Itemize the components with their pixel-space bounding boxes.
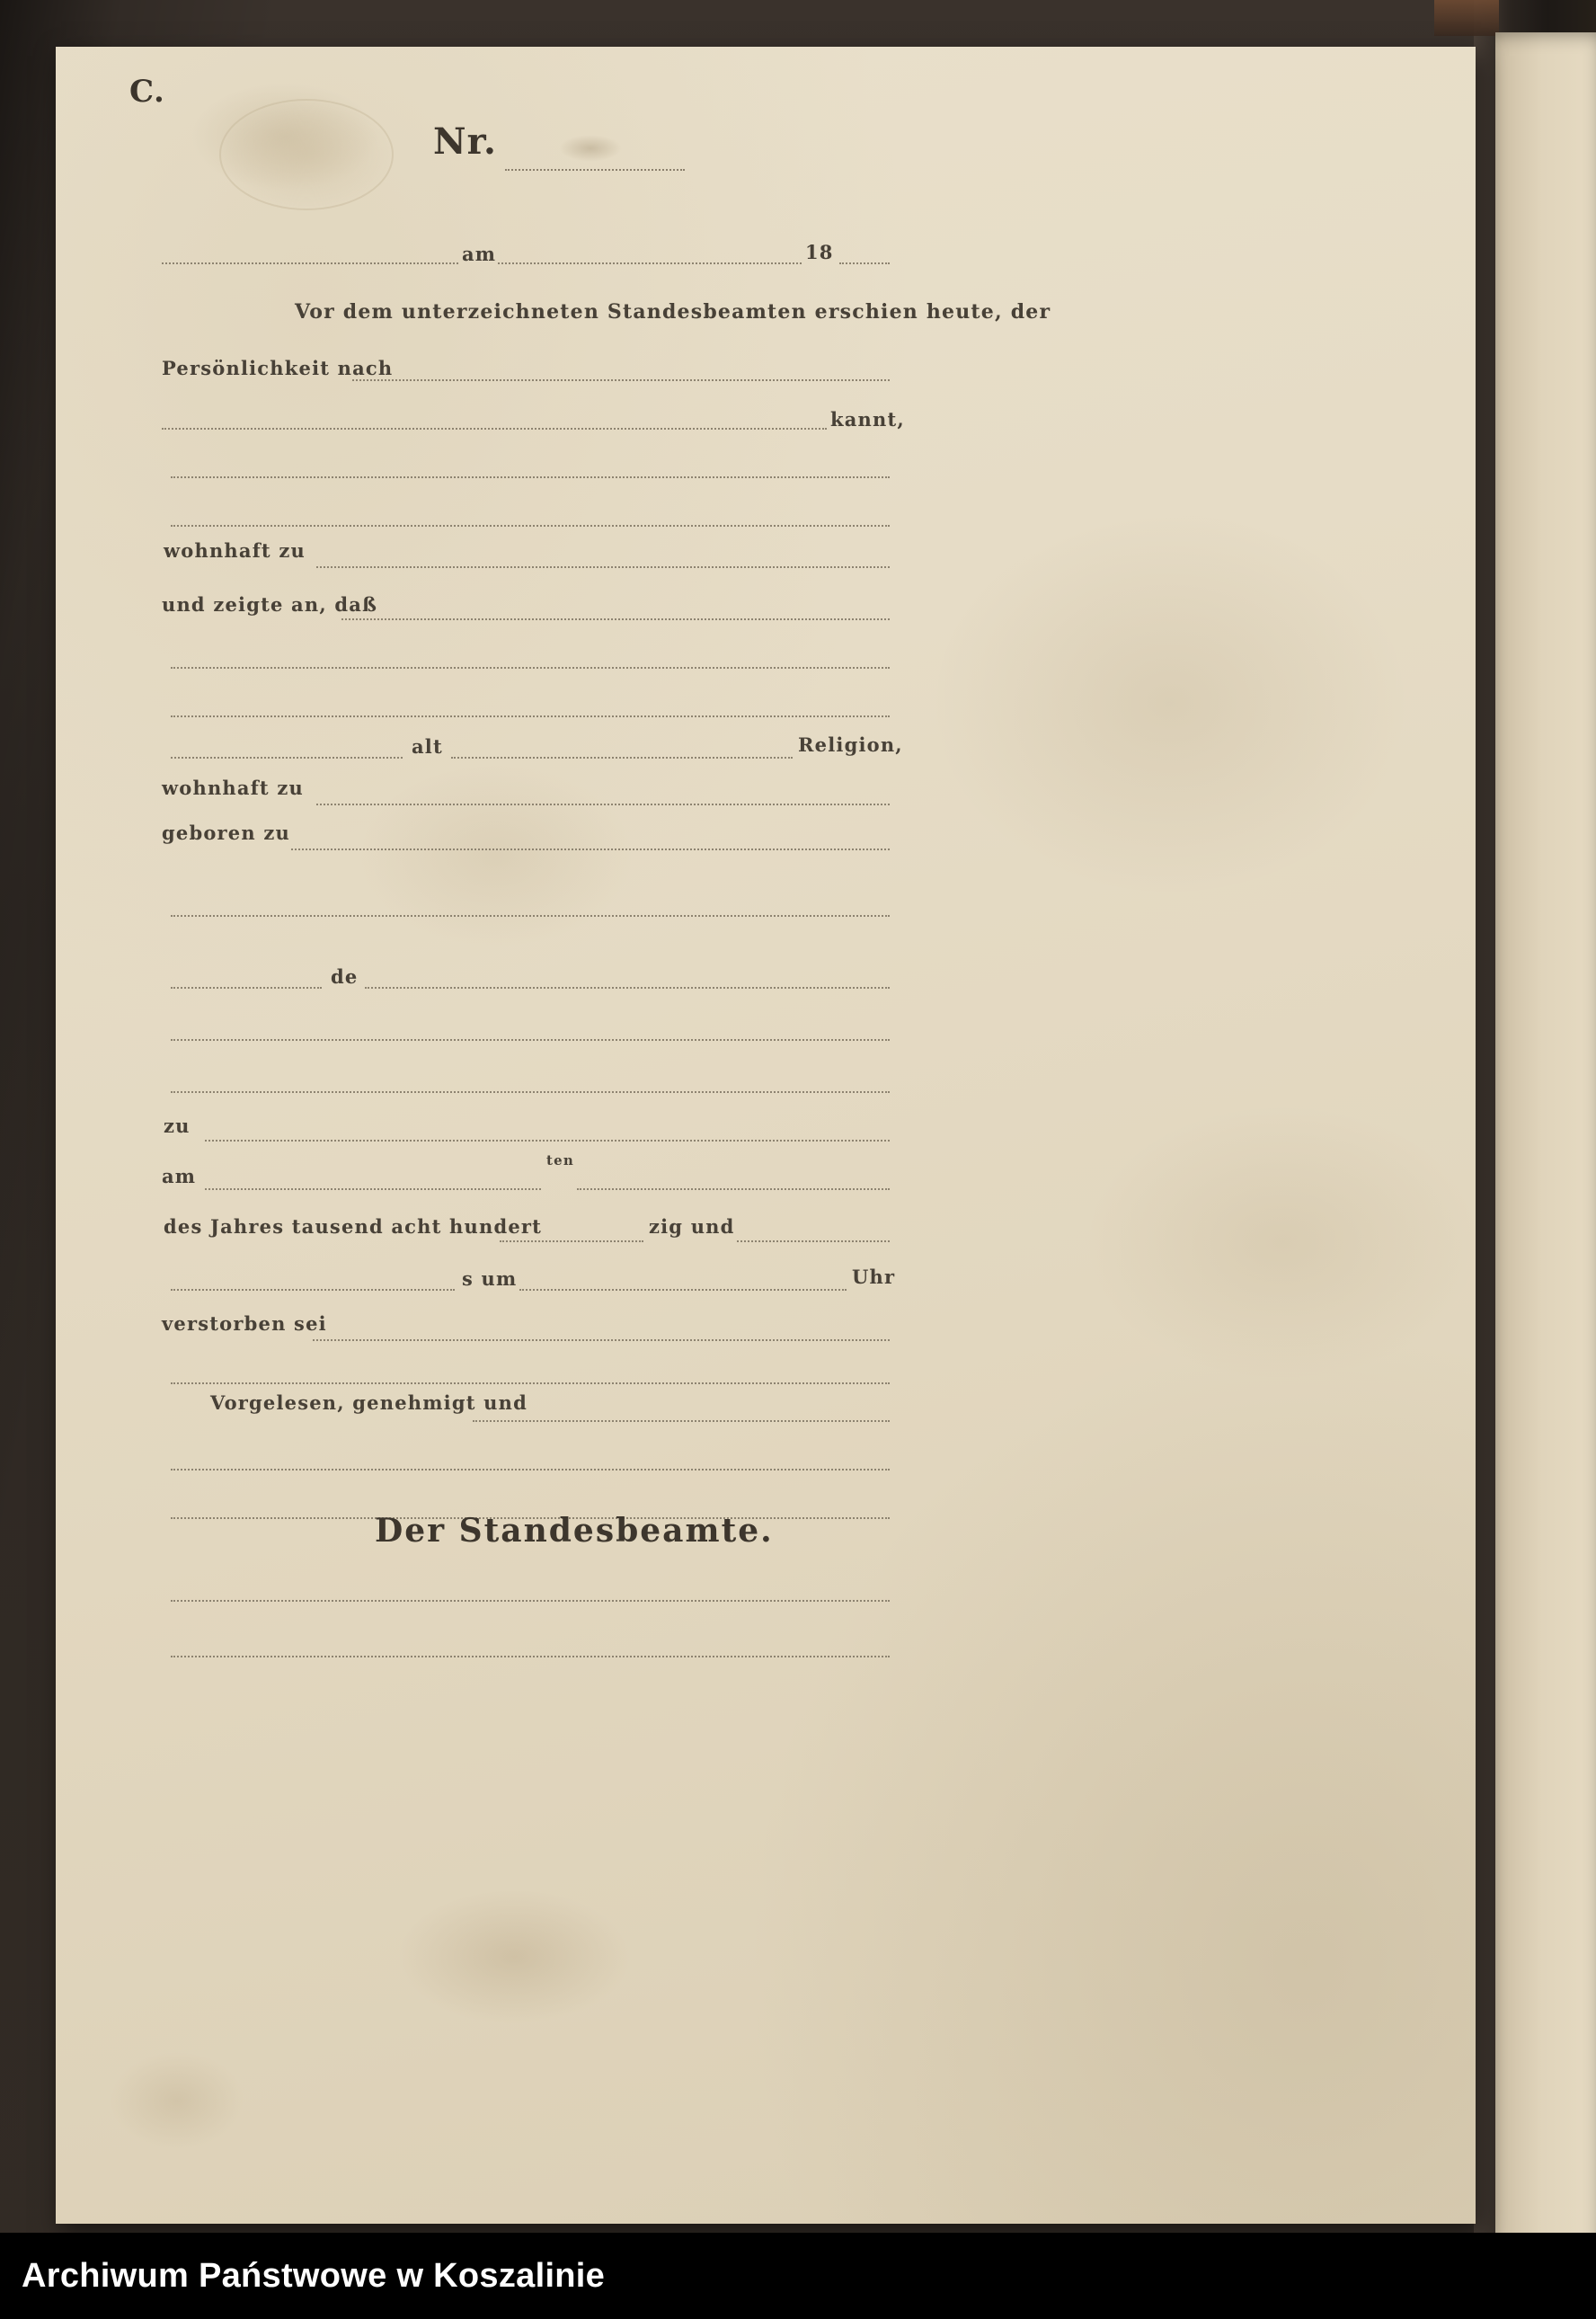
day-field-2[interactable] bbox=[577, 1188, 890, 1190]
am-label-2: am bbox=[162, 1165, 197, 1187]
zu-label: zu bbox=[164, 1115, 191, 1137]
book-edge-strip bbox=[1434, 0, 1499, 36]
paragraph-opening: Vor dem unterzeichneten Standesbeamten erschien heute, der bbox=[295, 300, 1051, 324]
record-number-field[interactable] bbox=[505, 169, 685, 171]
identity-field[interactable] bbox=[352, 379, 890, 381]
religion-field[interactable] bbox=[451, 757, 793, 759]
identity-field-2[interactable] bbox=[162, 428, 827, 430]
de-label: de bbox=[331, 965, 359, 988]
born-label: geboren zu bbox=[162, 822, 290, 844]
blank-line[interactable] bbox=[171, 715, 890, 717]
time-field-1[interactable] bbox=[171, 1289, 455, 1291]
known-label: kannt, bbox=[830, 408, 905, 431]
closing-label: Vorgelesen, genehmigt und bbox=[210, 1391, 528, 1414]
zig-und-label: zig und bbox=[649, 1215, 735, 1238]
time-field-2[interactable] bbox=[519, 1289, 847, 1291]
place-field[interactable] bbox=[162, 262, 458, 264]
de-field-right[interactable] bbox=[365, 987, 890, 989]
record-number-label: Nr. bbox=[433, 120, 497, 163]
s-um-label: s um bbox=[462, 1267, 518, 1290]
blank-line[interactable] bbox=[171, 476, 890, 478]
age-label: alt bbox=[412, 735, 443, 758]
blank-line[interactable] bbox=[171, 1091, 890, 1093]
form-corner-letter: C. bbox=[129, 74, 165, 110]
date-field[interactable] bbox=[498, 262, 802, 264]
de-field-left[interactable] bbox=[171, 987, 322, 989]
birthplace-field[interactable] bbox=[291, 849, 890, 850]
hour-label: Uhr bbox=[852, 1266, 896, 1288]
day-field[interactable] bbox=[205, 1188, 541, 1190]
year-words-label: des Jahres tausend acht hundert bbox=[164, 1215, 543, 1238]
am-label-1: am bbox=[462, 243, 497, 265]
facing-blank-page bbox=[1495, 32, 1596, 2261]
archive-watermark-text: Archiwum Państwowe w Koszalinie bbox=[22, 2256, 606, 2295]
identity-label: Persönlichkeit nach bbox=[162, 357, 394, 379]
archive-watermark-bar bbox=[0, 2233, 1596, 2319]
form-page bbox=[56, 47, 1476, 2224]
deceased-label: verstorben sei bbox=[162, 1312, 327, 1335]
residence-field-2[interactable] bbox=[316, 804, 890, 805]
residence-field-1[interactable] bbox=[316, 566, 890, 568]
deceased-field[interactable] bbox=[313, 1339, 890, 1341]
zu-field[interactable] bbox=[205, 1140, 890, 1142]
declared-label: und zeigte an, daß bbox=[162, 593, 378, 616]
religion-label: Religion, bbox=[798, 733, 903, 756]
blank-line[interactable] bbox=[171, 1039, 890, 1041]
ten-suffix-label: ten bbox=[546, 1152, 574, 1168]
ink-smudge bbox=[559, 135, 622, 162]
residence-label-1: wohnhaft zu bbox=[164, 539, 306, 562]
year-field[interactable] bbox=[839, 262, 890, 264]
age-field[interactable] bbox=[171, 757, 403, 759]
registrar-signature-label: Der Standesbeamte. bbox=[375, 1512, 774, 1550]
year-prefix-label: 18 bbox=[805, 241, 834, 263]
blank-line[interactable] bbox=[171, 915, 890, 917]
year-words-field-2[interactable] bbox=[737, 1240, 890, 1242]
blank-line[interactable] bbox=[171, 525, 890, 527]
death-registration-form bbox=[56, 47, 1476, 2224]
year-words-field-1[interactable] bbox=[500, 1240, 643, 1242]
blank-line[interactable] bbox=[171, 1382, 890, 1384]
closing-field[interactable] bbox=[473, 1420, 890, 1422]
signature-field-2[interactable] bbox=[171, 1656, 890, 1657]
signature-field-1[interactable] bbox=[171, 1600, 890, 1602]
residence-label-2: wohnhaft zu bbox=[162, 777, 304, 799]
blank-line[interactable] bbox=[171, 1469, 890, 1470]
blank-line[interactable] bbox=[171, 667, 890, 669]
declared-field[interactable] bbox=[341, 618, 890, 620]
